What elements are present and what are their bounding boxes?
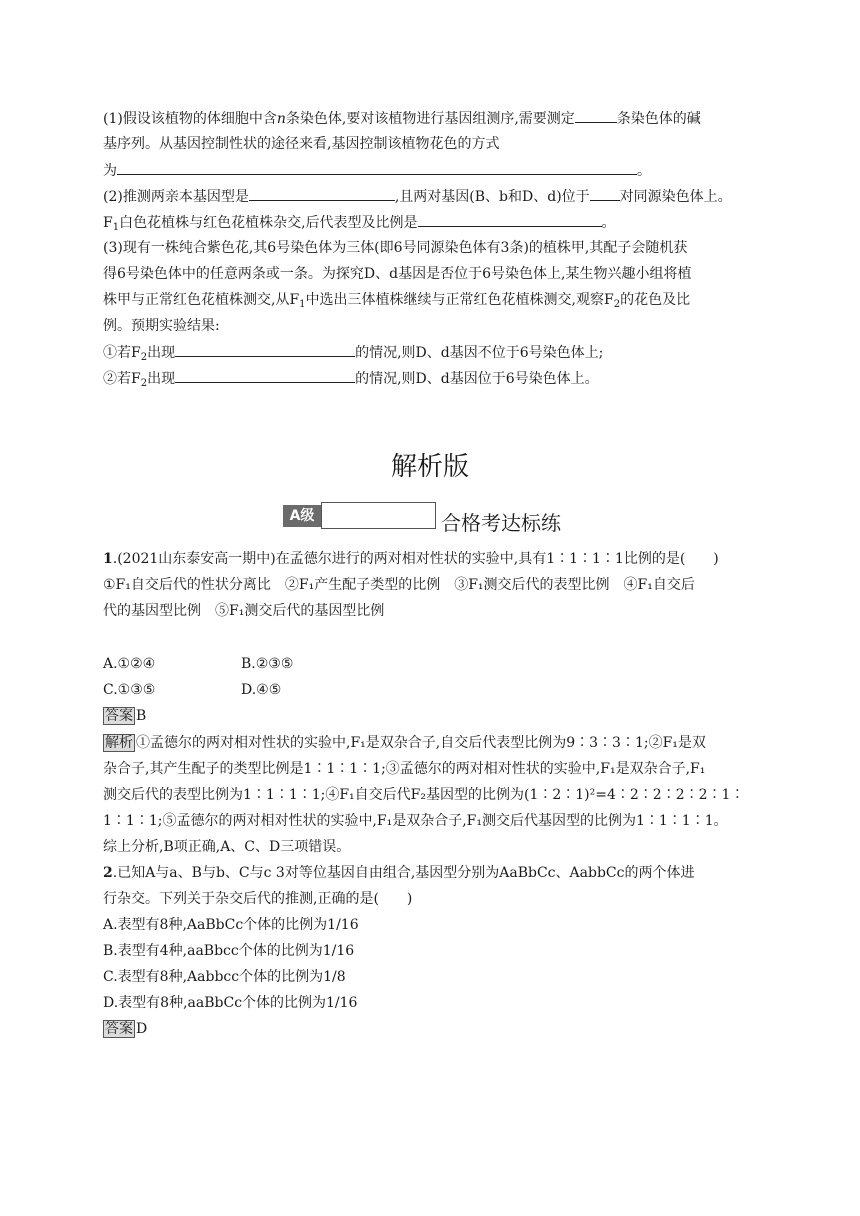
text: 的情况,则D、d基因不位于6号染色体上; xyxy=(355,345,604,361)
q1-analysis-line5: 综上分析,B项正确,A、C、D三项错误。 xyxy=(103,839,351,855)
result-2 xyxy=(103,368,599,388)
q-part3-line2: 得6号染色体中的任意两条或一条。为探究D、d基因是否位于6号染色体上,某生物兴趣小组将植 xyxy=(103,266,692,282)
answer-blank[interactable] xyxy=(175,368,355,383)
q2-answer xyxy=(103,1019,147,1039)
q-part1-line1 xyxy=(103,108,701,128)
text: 为 xyxy=(103,163,117,179)
text: 中选出三体植株继续与正常红色花植株测交,观察F xyxy=(305,292,614,308)
text: ①若F xyxy=(103,345,141,361)
answer-value: B xyxy=(136,708,147,724)
text: 的花色及比 xyxy=(620,292,691,308)
q-part3-line4: 例。预期实验结果: xyxy=(103,318,220,334)
q2-option-b[interactable]: B.表型有4种,aaBbcc个体的比例为1/16 xyxy=(103,943,355,959)
question-number: 2 xyxy=(103,865,113,881)
subscript: 2 xyxy=(140,378,148,389)
text: (1)假设该植物的体细胞中含 xyxy=(103,111,277,127)
q-part1-line2: 基序列。从基因控制性状的途径来看,基因控制该植物花色的方式 xyxy=(103,136,500,152)
text: ②若F xyxy=(103,371,141,387)
question-number: 1 xyxy=(103,551,113,567)
q1-analysis-line2: 杂合子,其产生配子的类型比例是1∶1∶1∶1;③孟德尔的两对相对性状的实验中,F₁是双杂合子,F₁ xyxy=(103,761,706,777)
text: 。 xyxy=(601,215,616,231)
subscript: 2 xyxy=(613,299,621,310)
q1-analysis-line4: 1∶1∶1;⑤孟德尔的两对相对性状的实验中,F₁是双杂合子,F₁测交后代基因型的比例为1∶1∶1∶1。 xyxy=(103,813,728,829)
text: 条染色体的碱 xyxy=(616,111,701,127)
q-part2-line1 xyxy=(103,186,732,206)
q2-option-d[interactable]: D.表型有8种,aaBbCc个体的比例为1/16 xyxy=(103,995,358,1011)
answer-value: D xyxy=(136,1021,148,1037)
answer-blank[interactable] xyxy=(249,186,395,201)
q-part1-line3 xyxy=(103,160,651,180)
text: 株甲与正常红色花植株测交,从F xyxy=(103,292,300,308)
q2-option-a[interactable]: A.表型有8种,AaBbCc个体的比例为1/16 xyxy=(103,917,359,933)
answer-blank[interactable] xyxy=(418,212,602,227)
text: 出现 xyxy=(147,371,176,387)
text: 。 xyxy=(637,163,651,179)
section-title: 解析版 xyxy=(390,452,469,482)
text: 白色花植株与红色花植株杂交,后代表型及比例是 xyxy=(119,215,418,231)
q1-analysis-line1 xyxy=(103,733,706,753)
subscript: 1 xyxy=(299,299,306,310)
text: .(2021山东泰安高一期中)在孟德尔进行的两对相对性状的实验中,具有1∶1∶1∶1比例的是( ) xyxy=(112,551,719,567)
subscript: 2 xyxy=(140,352,148,363)
answer-blank[interactable] xyxy=(117,160,637,175)
q1-items-line1: ①F₁自交后代的性状分离比 ②F₁产生配子类型的比例 ③F₁测交后代的表型比例 ④F₁自交后 xyxy=(103,577,695,593)
text: ①孟德尔的两对相对性状的实验中,F₁是双杂合子,自交后代表型比例为9∶3∶3∶1;②F₁是双 xyxy=(136,735,706,751)
text: .已知A与a、B与b、C与c 3对等位基因自由组合,基因型分别为AaBbCc、AabbCc的两个体进 xyxy=(112,865,695,881)
q1-items-line2: 代的基因型比例 ⑤F₁测交后代的基因型比例 xyxy=(103,603,385,619)
answer-tag: 答案 xyxy=(105,1021,133,1037)
text: 条染色体,要对该植物进行基因组测序,需要测定 xyxy=(285,111,575,127)
text: 对同源染色体上。 xyxy=(619,189,732,205)
q2-option-c[interactable]: C.表型有8种,Aabbcc个体的比例为1/8 xyxy=(103,969,346,985)
q1-answer xyxy=(103,706,146,726)
q1-stem xyxy=(103,549,719,569)
q1-option-a[interactable]: A.①②④ xyxy=(103,656,156,672)
text: ,且两对基因(B、b和D、d)位于 xyxy=(394,189,590,205)
level-badge: A级 xyxy=(283,505,321,527)
q2-stem-line2: 行杂交。下列关于杂交后代的推测,正确的是( ) xyxy=(103,891,413,907)
text: 出现 xyxy=(147,345,176,361)
text: (2)推测两亲本基因型是 xyxy=(103,189,249,205)
subscript: 1 xyxy=(112,222,120,233)
result-1 xyxy=(103,342,603,362)
answer-blank[interactable] xyxy=(175,342,355,357)
q2-stem-line1 xyxy=(103,863,694,883)
answer-blank[interactable] xyxy=(575,108,617,123)
text: 的情况,则D、d基因位于6号染色体上。 xyxy=(355,371,599,387)
q-part3-line1: (3)现有一株纯合紫色花,其6号染色体为三体(即6号同源染色体有3条)的植株甲,其配子会随机获 xyxy=(103,240,688,256)
level-box xyxy=(321,502,436,529)
q-part3-line3 xyxy=(103,290,690,310)
answer-blank[interactable] xyxy=(590,186,620,201)
q1-option-c[interactable]: C.①③⑤ xyxy=(103,682,156,698)
answer-tag: 答案 xyxy=(105,708,133,724)
q1-option-b[interactable]: B.②③⑤ xyxy=(241,656,294,672)
q-part2-line2 xyxy=(103,212,616,232)
text-n: n xyxy=(276,111,286,127)
q1-analysis-line3: 测交后代的表型比例为1∶1∶1∶1;④F₁自交后代F₂基因型的比例为(1∶2∶1)²=4∶2∶2∶2∶2∶1∶ xyxy=(103,787,745,803)
q1-option-d[interactable]: D.④⑤ xyxy=(241,682,282,698)
analysis-tag: 解析 xyxy=(105,735,133,751)
text: F xyxy=(103,215,113,231)
level-title: 合格考达标练 xyxy=(441,511,561,535)
